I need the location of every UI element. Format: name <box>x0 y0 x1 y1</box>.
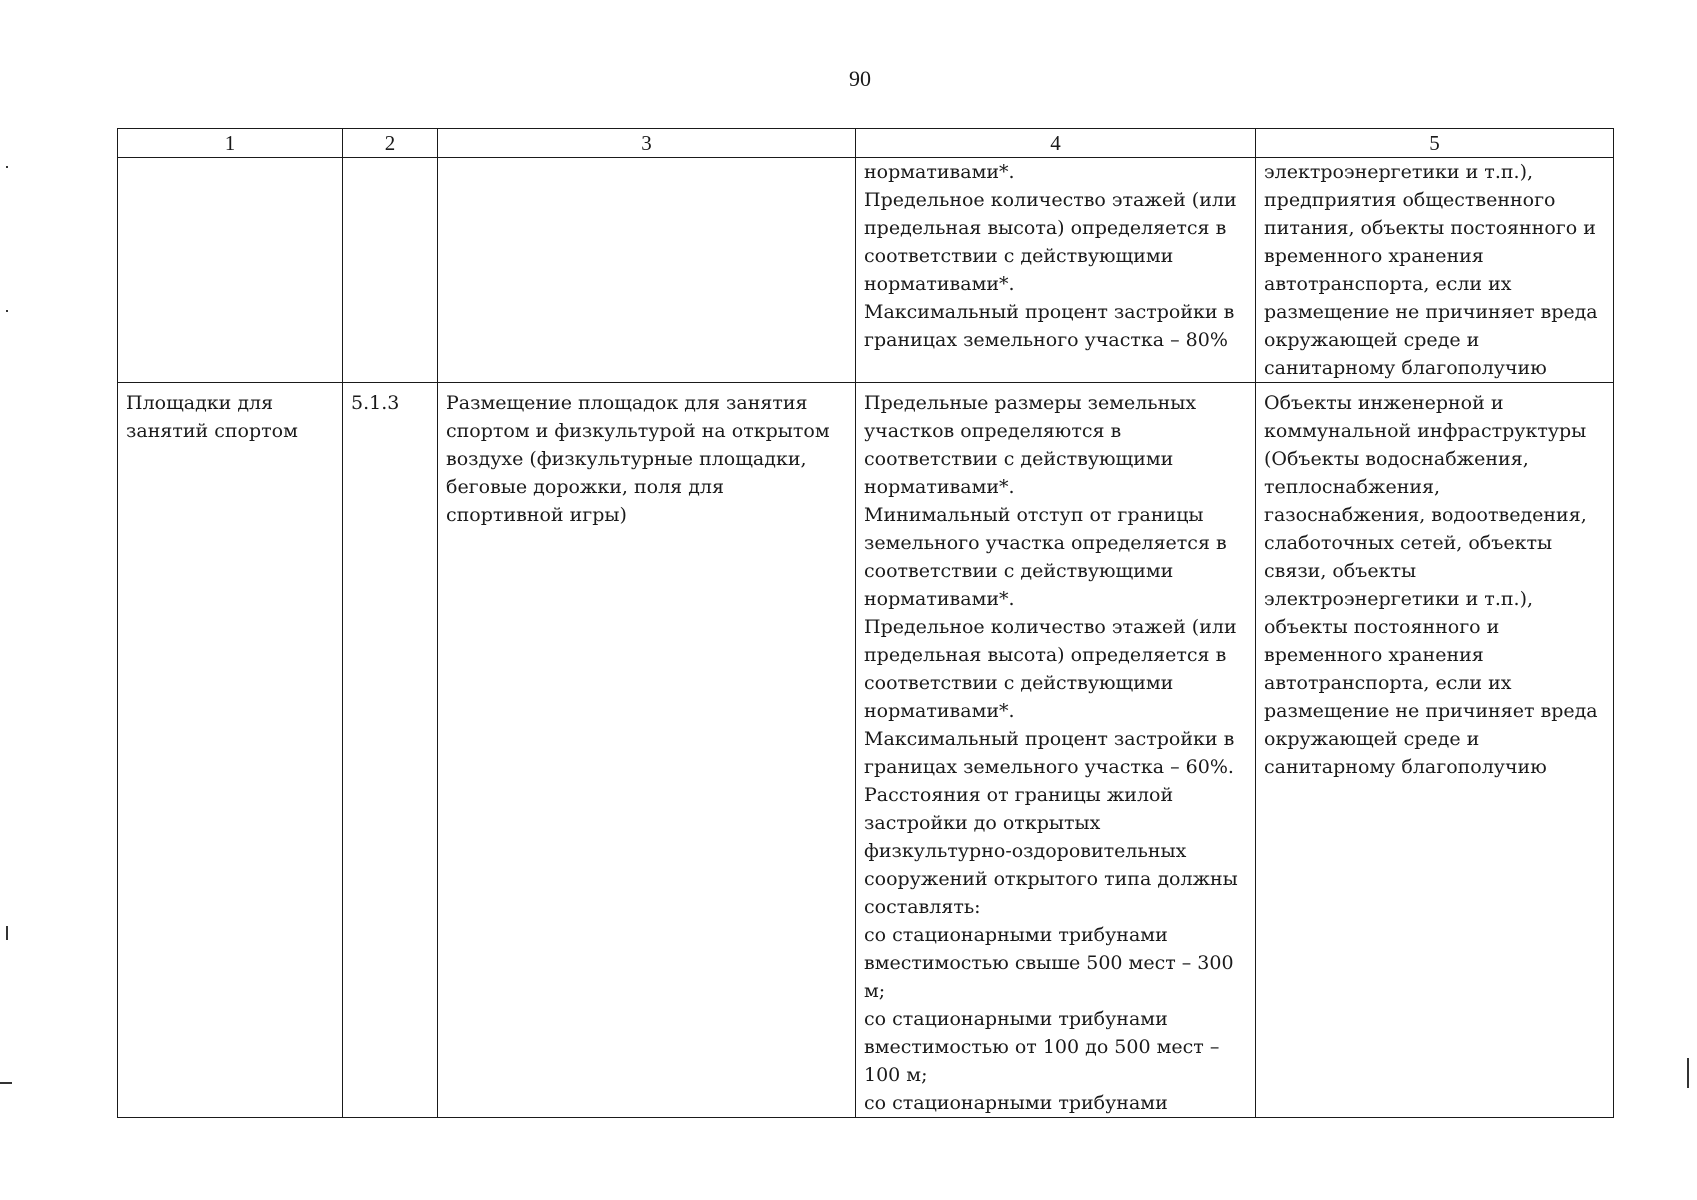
cell-use-code: 5.1.3 <box>343 383 438 1118</box>
cell-use-code <box>343 158 438 383</box>
table-header-row <box>118 129 1614 158</box>
cell-use-description: Размещение площадок для занятия спортом и физкультурой на открытом воздухе (физкультурные площадки, беговые дорожки, поля для спортивной игры) <box>438 383 856 1118</box>
header-col-5: 5 <box>1256 129 1614 158</box>
cell-use-description <box>438 158 856 383</box>
scan-mark <box>0 1082 12 1084</box>
cell-use-name: Площадки для занятий спортом <box>118 383 343 1118</box>
cell-parameters: нормативами*. Предельное количество этажей (или предельная высота) определяется в соответствии с действующими нормативами*. Максимальный процент застройки в границах земельного участка – 80% <box>856 158 1256 383</box>
header-col-4: 4 <box>856 129 1256 158</box>
scan-mark <box>6 926 8 940</box>
table-row <box>118 158 1614 383</box>
table-row <box>118 383 1614 1118</box>
zoning-table <box>117 128 1614 1118</box>
header-col-2: 2 <box>343 129 438 158</box>
header-col-1: 1 <box>118 129 343 158</box>
page-number: 90 <box>849 66 871 91</box>
cell-auxiliary-uses: электроэнергетики и т.п.), предприятия общественного питания, объекты постоянного и временного хранения автотранспорта, если их размещение не причиняет вреда окружающей среде и санитарному благополучию <box>1256 158 1614 383</box>
scan-mark <box>1687 1058 1689 1088</box>
cell-use-name <box>118 158 343 383</box>
cell-parameters: Предельные размеры земельных участков определяются в соответствии с действующими нормативами*. Минимальный отступ от границы земельного участка определяется в соответствии с действующими нормативами*. Предельное количество этажей (или предельная высота) определяется в соответствии с действующими нормативами*. Максимальный процент застройки в границах земельного участка – 60%. Расстояния от границы жилой застройки до открытых физкультурно-оздоровительных сооружений открытого типа должны составлять: со стационарными трибунами вместимостью свыше 500 мест – 300 м; со стационарными трибунами вместимостью от 100 до 500 мест – 100 м; со стационарными трибунами <box>856 383 1256 1118</box>
header-col-3: 3 <box>438 129 856 158</box>
scan-mark <box>6 310 8 312</box>
scan-mark <box>6 166 8 168</box>
cell-auxiliary-uses: Объекты инженерной и коммунальной инфраструктуры (Объекты водоснабжения, теплоснабжения, газоснабжения, водоотведения, слаботочных сетей, объекты связи, объекты электроэнергетики и т.п.), объекты постоянного и временного хранения автотранспорта, если их размещение не причиняет вреда окружающей среде и санитарному благополучию <box>1256 383 1614 1118</box>
